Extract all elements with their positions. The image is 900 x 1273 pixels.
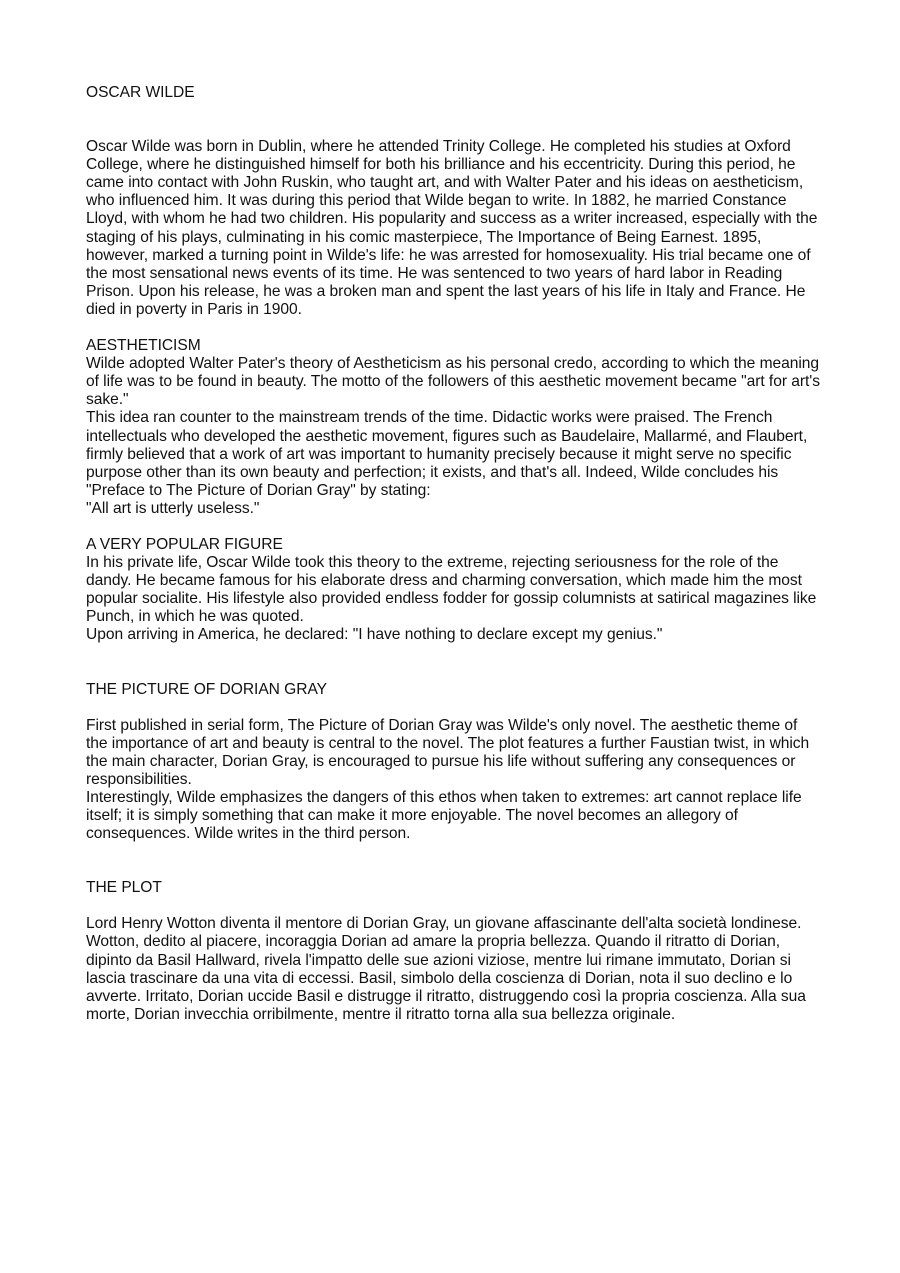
paragraph-biography: Oscar Wilde was born in Dublin, where he attended Trinity College. He completed his studies at Oxford College, where he distinguished himself for both his brilliance and his eccentricity. During this period, he came into contact with John Ruskin, who taught art, and with Walter Pater and his ideas on aestheticism, who influenced him. It was during this period that Wilde began to write. In 1882, he married Constance Lloyd, with whom he had two children. His popularity and success as a writer increased, especially with the staging of his plays, culminating in his comic masterpiece, The Importance of Being Earnest. 1895, however, marked a turning point in Wilde's life: he was arrested for homosexuality. His trial became one of the most sensational news events of its time. He was sentenced to two years of hard labor in Reading Prison. Upon his release, he was a broken man and spent the last years of his life in Italy and France. He died in poverty in Paris in 1900. (86, 138, 818, 318)
section-heading-dorian-gray: THE PICTURE OF DORIAN GRAY (86, 680, 327, 698)
paragraph-america-quote: Upon arriving in America, he declared: "I have nothing to declare except my genius." (86, 626, 663, 644)
paragraph-novel-theme: Interestingly, Wilde emphasizes the dangers of this ethos when taken to extremes: art cannot replace life itself; it is simply something that can make it more enjoyable. The novel becomes an allegory of consequences. Wilde writes in the third person. (86, 789, 802, 843)
paragraph-aestheticism-quote: "All art is utterly useless." (86, 499, 260, 517)
paragraph-dandy: In his private life, Oscar Wilde took this theory to the extreme, rejecting seriousness for the role of the dandy. He became famous for his elaborate dress and charming conversation, which made him the most popular socialite. His lifestyle also provided endless fodder for gossip columnists at satirical magazines like Punch, in which he was quoted. (86, 554, 817, 626)
spacer (86, 645, 822, 681)
paragraph-aestheticism-context: This idea ran counter to the mainstream trends of the time. Didactic works were praised. The French intellectuals who developed the aesthetic movement, figures such as Baudelaire, Mallarmé, and Flaubert, firmly believed that a work of art was important to humanity precisely because it might serve no specific purpose other than its own beauty and perfection; it exists, and that's all. Indeed, Wilde concludes his "Preface to The Picture of Dorian Gray" by stating: (86, 409, 808, 499)
spacer (86, 319, 822, 337)
spacer (86, 897, 822, 915)
spacer (86, 843, 822, 879)
spacer (86, 102, 822, 138)
section-heading-aestheticism: AESTHETICISM (86, 337, 201, 355)
spacer (86, 518, 822, 536)
spacer (86, 699, 822, 717)
section-heading-popular-figure: A VERY POPULAR FIGURE (86, 535, 283, 553)
paragraph-aestheticism-credo: Wilde adopted Walter Pater's theory of Aestheticism as his personal credo, according to which the meaning of life was to be found in beauty. The motto of the followers of this aesthetic movement became "art for art's sake." (86, 355, 820, 409)
paragraph-plot-summary: Lord Henry Wotton diventa il mentore di Dorian Gray, un giovane affascinante dell'alta società londinese. Wotton, dedito al piacere, incoraggia Dorian ad amare la propria bellezza. Quando il ritratto di Dorian, dipinto da Basil Hallward, rivela l'impatto delle sue azioni viziose, mentre lui rimane immutato, Dorian si lascia trascinare da una vita di eccessi. Basil, simbolo della coscienza di Dorian, nota il suo declino e lo avverte. Irritato, Dorian uccide Basil e distrugge il ritratto, distruggendo così la propria coscienza. Alla sua morte, Dorian invecchia orribilmente, mentre il ritratto torna alla sua bellezza originale. (86, 915, 806, 1023)
section-heading-oscar-wilde: OSCAR WILDE (86, 84, 195, 101)
document-page (86, 84, 822, 1024)
paragraph-novel-intro: First published in serial form, The Picture of Dorian Gray was Wilde's only novel. The aesthetic theme of the importance of art and beauty is central to the novel. The plot features a further Faustian twist, in which the main character, Dorian Gray, is encouraged to pursue his life without suffering any consequences or responsibilities. (86, 716, 810, 788)
section-heading-plot: THE PLOT (86, 879, 162, 897)
